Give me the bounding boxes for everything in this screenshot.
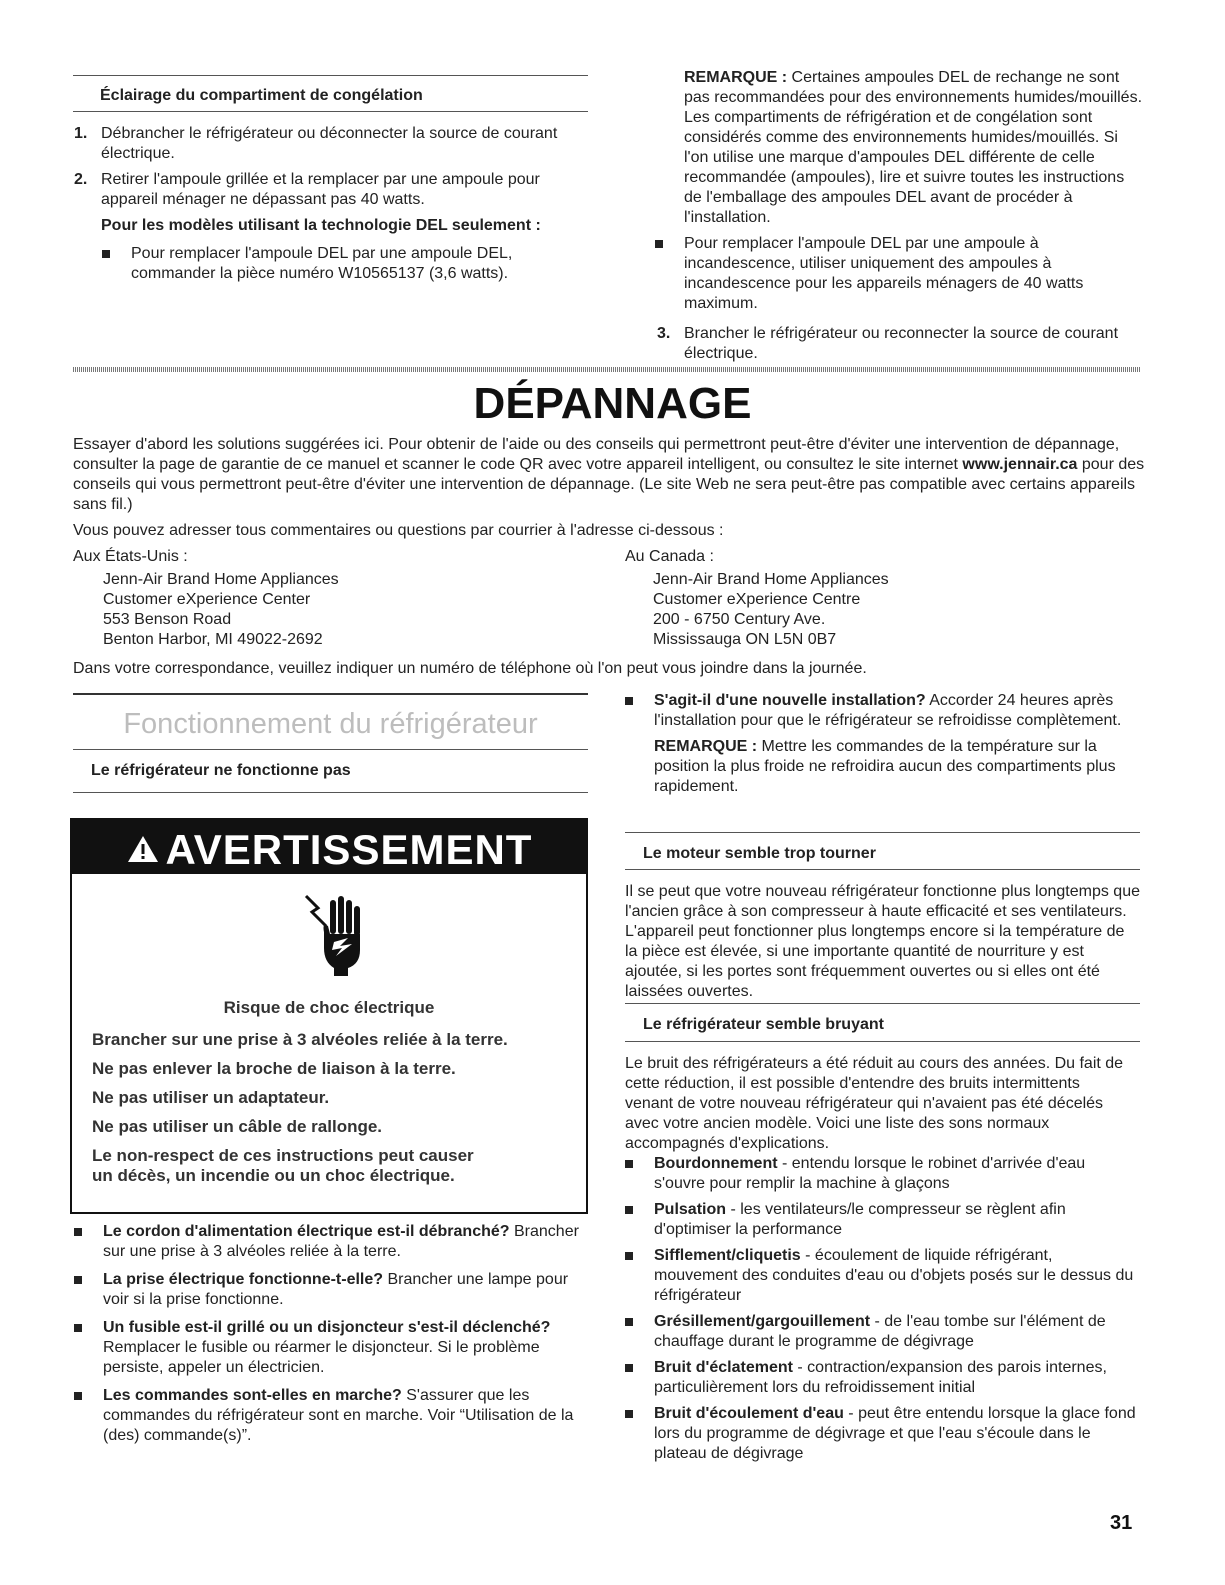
list-item: Les commandes sont-elles en marche? S'assurer que les commandes du réfrigérateur sont en marche. Voir “Utilisation de la (des) commande(s)”.: [103, 1386, 581, 1446]
bruyant-heading: Le réfrigérateur semble bruyant: [643, 1016, 884, 1033]
list-item: Sifflement/cliquetis - écoulement de liquide réfrigérant, mouvement des conduites d'eau ou d'objets posés sur le dessus du réfrigérateur: [654, 1246, 1140, 1306]
us-address: Jenn-Air Brand Home Appliances Customer eXperience Center 553 Benson Road Benton Harbor, MI 49022-2692: [103, 571, 339, 648]
ca-label: Au Canada :: [625, 548, 714, 565]
list-item: Grésillement/gargouillement - de l'eau tombe sur l'élément de chauffage durant le programme de dégivrage: [654, 1312, 1140, 1352]
list-item: Le cordon d'alimentation électrique est-il débranché? Brancher sur une prise à 3 alvéoles reliée à la terre.: [103, 1222, 581, 1262]
ca-address-block: [625, 547, 1125, 650]
step-3: 3. Brancher le réfrigérateur ou reconnecter la source de courant électrique.: [657, 325, 1119, 362]
new-install-remark: REMARQUE : Mettre les commandes de la température sur la position la plus froide ne refroidira aucun des compartiments plus rapidement.: [654, 738, 1116, 795]
bullet-icon: [74, 1324, 82, 1332]
lighting-right: [657, 68, 1146, 370]
step-2: 2. Retirer l'ampoule grillée et la remplacer par une ampoule pour appareil ménager ne dépassant pas 40 watts.: [74, 171, 540, 208]
lighting-heading: Éclairage du compartiment de congélation: [100, 87, 423, 104]
bullet-icon: [625, 1160, 633, 1168]
sounds-list: [654, 1154, 1140, 1470]
list-item: Bruit d'écoulement d'eau - peut être entendu lorsque la glace fond lors du programme de dégivrage et que l'eau s'écoule dans le plateau de dégivrage: [654, 1404, 1140, 1464]
list-item: Bruit d'éclatement - contraction/expansion des parois internes, particulièrement lors du refroidissement initial: [654, 1358, 1140, 1398]
bullet-icon: [74, 1228, 82, 1236]
bruyant-intro: Le bruit des réfrigérateurs a été réduit au cours des années. Du fait de cette réduction, il est possible d'entendre des bruits intermittents venant de votre nouveau réfrigérateur qui n'avaient pas été décelés avec votre ancien modèle. Voici une liste des sons normaux accompagnés d'explications.: [625, 1055, 1124, 1152]
us-label: Aux États-Unis :: [73, 548, 188, 565]
led-heading: Pour les modèles utilisant la technologie DEL seulement :: [101, 217, 541, 234]
section-strip: [73, 367, 1140, 372]
warning-triangle-icon: [126, 823, 160, 877]
moteur-rule: [625, 832, 1140, 833]
incandescent-bullet: Pour remplacer l'ampoule DEL par une ampoule à incandescence, utiliser uniquement des ampoules à incandescence pour les appareils ménagers de 40 watts maximum.: [684, 234, 1146, 314]
lighting-rule: [73, 111, 588, 112]
bruyant-sub-rule: [625, 1041, 1140, 1042]
warning-risk: Risque de choc électrique: [223, 998, 435, 1017]
website-link[interactable]: www.jennair.ca: [962, 456, 1078, 473]
bullet-icon: [625, 1252, 633, 1260]
warning-bar: [72, 820, 586, 874]
list-item: Un fusible est-il grillé ou un disjoncteur s'est-il déclenché? Remplacer le fusible ou réarmer le disjoncteur. Si le problème persiste, appeler un électricien.: [103, 1318, 581, 1378]
electric-shock-hand-icon: [304, 892, 366, 981]
list-item: Bourdonnement - entendu lorsque le robinet d'arrivée d'eau s'ouvre pour remplir la machine à glaçons: [654, 1154, 1140, 1194]
fonctionnement-rule: [73, 693, 588, 695]
bullet-icon: [625, 1364, 633, 1372]
page-number: 31: [1110, 1512, 1133, 1534]
not-working-rule: [73, 792, 588, 793]
not-working-heading: Le réfrigérateur ne fonctionne pas: [91, 762, 351, 779]
lighting-remark: REMARQUE : Certaines ampoules DEL de rechange ne sont pas recommandées pour des environnements humides/mouillés. Les compartiments de réfrigération et de congélation sont considérés comme des environnements humides/mouillés. Si l'on utilise une marque d'ampoules DEL différente de celle recommandée (ampoules), lire et suivre toutes les instructions de l'emballage des ampoules DEL avant de procéder à l'installation.: [684, 69, 1143, 226]
bullet-icon: [625, 697, 633, 705]
bullet-icon: [74, 1276, 82, 1284]
list-item: Pulsation - les ventilateurs/le compresseur se règlent afin d'optimiser la performance: [654, 1200, 1140, 1240]
step-1: 1. Débrancher le réfrigérateur ou déconnecter la source de courant électrique.: [74, 125, 558, 162]
top-rule: [73, 75, 588, 76]
moteur-text: Il se peut que votre nouveau réfrigérateur fonctionne plus longtemps que l'ancien grâce à son compresseur à haute efficacité et ses ventilateurs. L'appareil peut fonctionner plus longtemps encore si la température de la pièce est élevée, si une importante quantité de nourriture y est ajoutée, si les portes sont fréquemment ouvertes ou si elles ont été laissées ouvertes.: [625, 883, 1140, 1000]
moteur-sub-rule: [625, 869, 1140, 870]
moteur-heading: Le moteur semble trop tourner: [643, 845, 876, 862]
warning-lines: Brancher sur une prise à 3 alvéoles reliée à la terre. Ne pas enlever la broche de liaison à la terre. Ne pas utiliser un adaptateur. Ne pas utiliser un câble de rallonge. Le non-respect de ces instructions peut causer un décès, un incendie ou un choc électrique.: [92, 1030, 508, 1185]
bullet-icon: [655, 240, 663, 248]
list-item: La prise électrique fonctionne-t-elle? Brancher une lampe pour voir si la prise fonctionne.: [103, 1270, 581, 1310]
power-checks: [103, 1222, 581, 1452]
bruyant-rule: [625, 1003, 1140, 1004]
bullet-icon: [625, 1410, 633, 1418]
warning-box: [70, 818, 588, 1214]
bullet-icon: [625, 1318, 633, 1326]
bullet-icon: [625, 1206, 633, 1214]
us-address-block: [73, 547, 573, 650]
depannage-intro: Essayer d'abord les solutions suggérées ici. Pour obtenir de l'aide ou des conseils qui permettront peut-être d'éviter une intervention de dépannage, consulter la page de garantie de ce manuel et scanner le code QR avec votre appareil intelligent, ou consultez le site internet www.jennair.ca pour des conseils qui vous permettront peut-être d'éviter une intervention de dépannage. (Le site Web ne sera peut-être pas compatible avec certains appareils sans fil.) Vous pouvez adresser tous commentaires ou questions par courrier à l'adresse ci-dessous :: [73, 436, 1145, 539]
warning-title: AVERTISSEMENT: [165, 825, 533, 873]
bullet-icon: [74, 1392, 82, 1400]
mail-intro: Vous pouvez adresser tous commentaires ou questions par courrier à l'adresse ci-dessous :: [73, 522, 724, 539]
page-title: DÉPANNAGE: [473, 379, 752, 428]
lighting-steps: [74, 124, 571, 290]
bullet-icon: [102, 250, 110, 258]
list-item: S'agit-il d'une nouvelle installation? Accorder 24 heures après l'installation pour que le réfrigérateur se refroidisse complètement.: [654, 691, 1138, 731]
fonctionnement-heading: Fonctionnement du réfrigérateur: [123, 708, 538, 740]
new-install: [654, 691, 1138, 797]
ca-address: Jenn-Air Brand Home Appliances Customer eXperience Centre 200 - 6750 Century Ave. Mississauga ON L5N 0B7: [653, 571, 889, 648]
correspondence-note: Dans votre correspondance, veuillez indiquer un numéro de téléphone où l'on peut vous joindre dans la journée.: [73, 660, 867, 677]
fonctionnement-sub-rule: [73, 749, 588, 750]
led-bullet: Pour remplacer l'ampoule DEL par une ampoule DEL, commander la pièce numéro W10565137 (3,6 watts).: [131, 244, 571, 284]
